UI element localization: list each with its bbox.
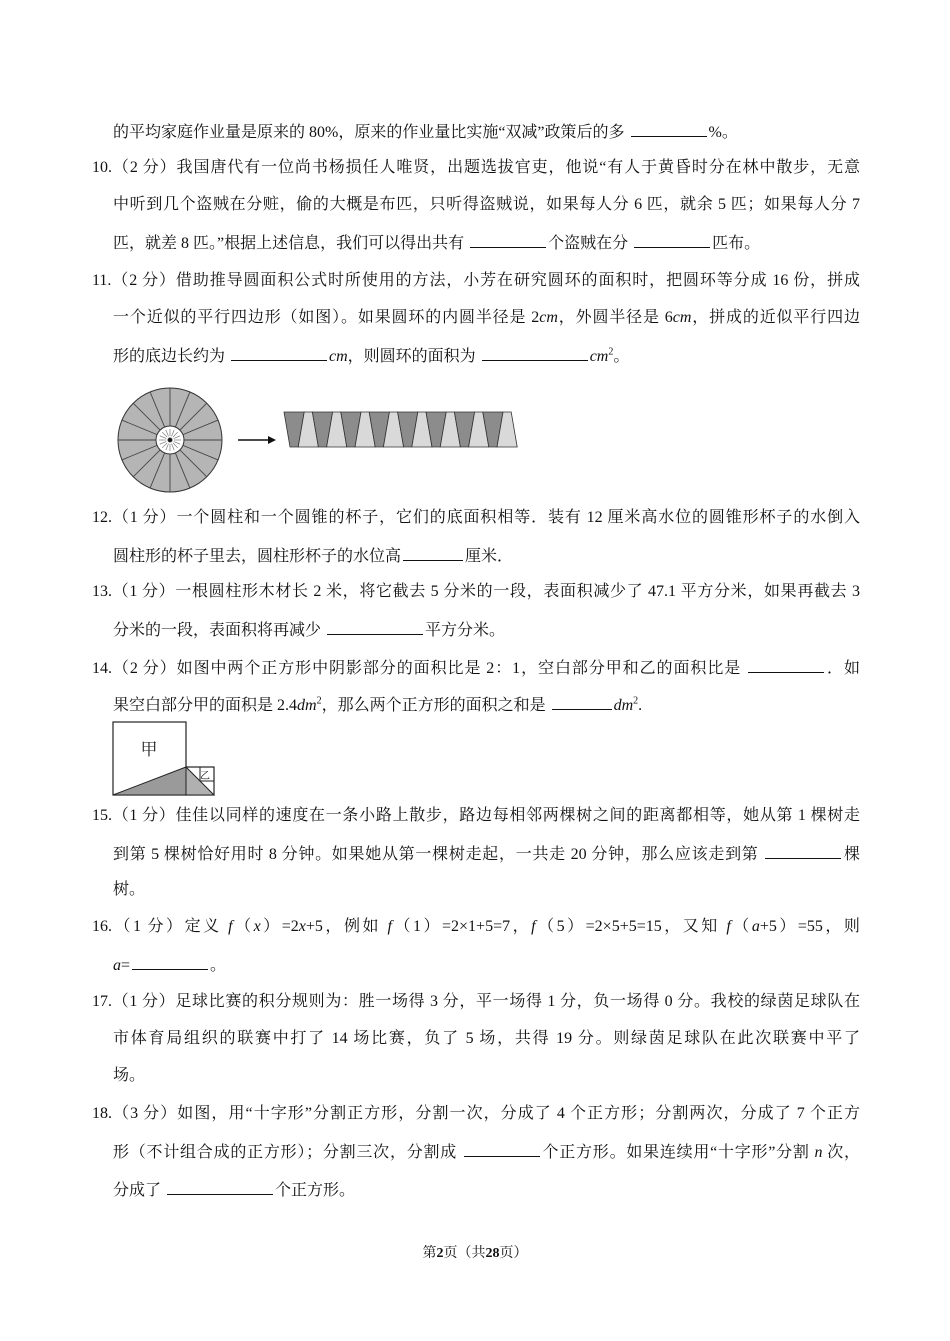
continuation-line [113,344,913,368]
italic-variable: x [253,918,261,935]
text-segment: （1）=2×1+5=7， [391,918,532,935]
answer-blank[interactable] [748,656,824,673]
answer-blank[interactable] [631,120,707,137]
answer-blank[interactable] [634,231,710,248]
question-line [92,805,860,827]
text-segment: 厘米． [465,548,514,565]
label-jia: 甲 [140,740,158,759]
text-segment: 匹布。 [712,235,761,252]
text-segment: 18.（3 分）如图，用“十字形”分割正方形，分割一次，分成了 4 个正方形；分割两次，分成了 7 个正方 [92,1105,860,1122]
answer-blank[interactable] [482,344,588,361]
italic-variable: cm [539,309,558,326]
text-segment: 15.（1 分）佳佳以同样的速度在一条小路上散步，路边每相邻两棵树之间的距离都相等，她从第 1 棵树走 [92,807,860,824]
continuation-line [113,618,913,642]
continuation-line [113,544,913,568]
ring-figure [110,384,550,496]
footer-prefix: 第 [422,1246,437,1261]
continuation-line [113,693,913,717]
text-segment: 形的底边长约为 [113,348,230,365]
text-segment: ，外圆半径是 6 [557,309,673,326]
text-segment: ，拼成的近似平行四边 [691,309,860,326]
text-segment: 树。 [113,881,146,898]
text-segment: 分成了 [113,1182,166,1199]
text-segment: 匹，就差 8 匹。”根据上述信息，我们可以得出共有 [113,235,469,252]
text-segment: . [638,697,643,714]
continuation-line [113,1178,913,1202]
label-yi: 乙 [200,771,210,782]
page-footer [0,1242,950,1262]
question-line [92,991,860,1013]
text-segment: 形（不计组合成的正方形）；分割三次，分割成 [113,1144,462,1161]
text-segment: 个盗贼在分 [548,235,633,252]
italic-variable: dm [613,697,634,714]
text-segment: 场。 [113,1067,146,1084]
text-segment: 13.（1 分）一根圆柱形木材长 2 米，将它截去 5 分米的一段，表面积减少了 47.1 平方分米，如果再截去 3 [92,583,860,600]
squares-figure [110,719,220,799]
italic-variable: f [228,918,233,935]
page-number: 2 [436,1246,444,1261]
answer-blank[interactable] [403,544,463,561]
answer-blank[interactable] [552,693,612,710]
text-segment: 个正方形。如果连续用“十字形”分割 [541,1144,815,1161]
italic-variable: a [113,957,121,974]
continuation-line [113,1028,860,1050]
text-segment: 圆柱形的杯子里去，圆柱形杯子的水位高 [113,548,402,565]
superscript: 2 [316,695,322,707]
parallelogram-strip [284,412,517,447]
page-total: 28 [485,1246,500,1261]
italic-variable: cm [672,309,692,326]
continuation-line [113,231,913,255]
continuation-line [113,194,860,216]
question-line [92,507,860,529]
answer-blank[interactable] [464,1140,540,1157]
text-segment: （ [232,918,254,935]
text-segment: ，则圆环的面积为 [347,348,480,365]
superscript: 2 [633,695,639,707]
italic-variable: dm [297,697,317,714]
text-segment: （ [730,918,752,935]
ring-circle [118,388,222,492]
text-segment: +5）=55，则 [759,918,860,935]
continuation-line [113,1140,860,1162]
text-segment: 。 [613,348,630,365]
question-line [92,916,860,938]
italic-variable: cm [329,348,348,365]
continuation-line [113,842,860,864]
italic-variable: x [298,918,306,935]
answer-blank[interactable] [132,953,208,970]
question-line [92,157,860,179]
continuation-line [113,307,860,329]
text-segment: 个正方形。 [275,1182,356,1199]
answer-blank[interactable] [231,344,327,361]
answer-blank[interactable] [470,231,546,248]
continuation-line [113,120,913,144]
text-segment: 12.（1 分）一个圆柱和一个圆锥的杯子，它们的底面积相等．装有 12 厘米高水位的圆锥形杯子的水倒入 [92,509,860,526]
text-segment: 分米的一段，表面积将再减少 [113,622,326,639]
text-segment: 平方分米。 [425,622,506,639]
text-segment: 果空白部分甲的面积是 2.4 [113,697,298,714]
answer-blank[interactable] [167,1178,273,1195]
italic-variable: cm [589,348,609,365]
text-segment: 一个近似的平行四边形（如图）。如果圆环的内圆半径是 2 [113,309,540,326]
superscript: 2 [608,346,614,358]
question-line [92,581,860,603]
arrow-icon [238,436,276,444]
text-segment: 棵 [843,846,860,863]
footer-mid: 页（共 [443,1246,486,1261]
text-segment: 。 [210,957,227,974]
text-segment: %。 [708,124,738,141]
text-segment: 10.（2 分）我国唐代有一位尚书杨损任人唯贤，出题选拔官吏，他说“有人于黄昏时分在林中散步，无意 [92,159,860,176]
continuation-line [113,953,913,977]
text-segment: 的平均家庭作业量是原来的 80%，原来的作业量比实施“双减”政策后的多 [113,124,629,141]
text-segment: 到第 5 棵树恰好用时 8 分钟。如果她从第一棵树走起，一共走 20 分钟，那么应该走到第 [113,846,764,863]
text-segment: 11.（2 分）借助推导圆面积公式时所使用的方法，小芳在研究圆环的面积时，把圆环等分成 16 份，拼成 [92,272,860,289]
continuation-line [113,1065,913,1087]
italic-variable: n [814,1144,823,1161]
text-segment: 次， [822,1144,860,1161]
italic-variable: a [751,918,760,935]
text-segment: 中听到几个盗贼在分赃，偷的大概是布匹，只听得盗贼说，如果每人分 6 匹，就余 5 匹；如果每人分 7 [113,196,860,213]
text-segment: +5，例如 [305,918,388,935]
italic-variable: f [531,918,536,935]
text-segment: ．如 [826,660,860,677]
question-line [92,1103,860,1125]
italic-variable: f [387,918,392,935]
text-segment: ，那么两个正方形的面积之和是 [321,697,550,714]
italic-variable: f [726,918,731,935]
text-segment: 17.（1 分）足球比赛的积分规则为：胜一场得 3 分，平一场得 1 分，负一场得 0 分。我校的绿茵足球队在 [92,993,860,1010]
answer-blank[interactable] [327,618,423,635]
footer-suffix: 页） [499,1246,528,1261]
continuation-line [113,879,913,901]
text-segment: 市体育局组织的联赛中打了 14 场比赛，负了 5 场，共得 19 分。则绿茵足球队在此次联赛中平了 [113,1030,860,1047]
text-segment: （5）=2×5+5=15，又知 [535,918,727,935]
text-segment: ）=2 [260,918,299,935]
question-line [92,656,860,678]
question-line [92,270,860,292]
text-segment: = [121,957,131,974]
text-segment: 14.（2 分）如图中两个正方形中阴影部分的面积比是 2：1，空白部分甲和乙的面积比是 [92,660,747,677]
answer-blank[interactable] [765,842,841,859]
text-segment: 16.（1 分）定义 [92,918,229,935]
